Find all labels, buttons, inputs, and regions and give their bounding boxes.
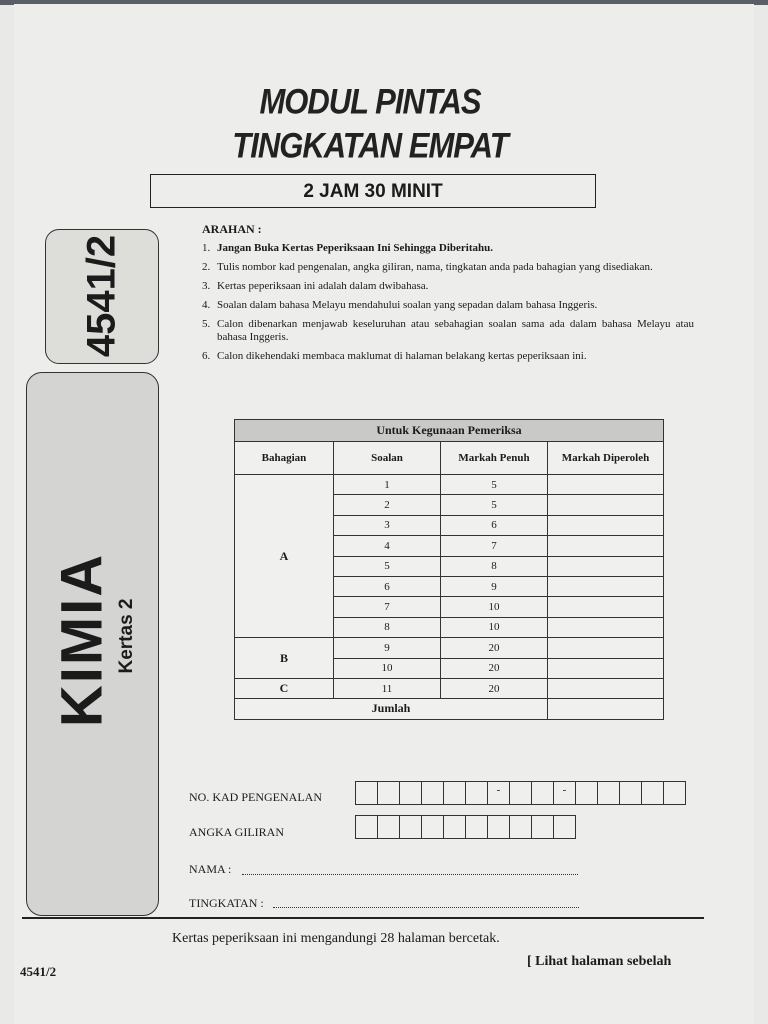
markah-diperoleh-cell[interactable] bbox=[548, 495, 664, 515]
title-line-1: MODUL PINTAS bbox=[259, 81, 481, 122]
angka-digit-box[interactable] bbox=[553, 815, 576, 839]
instruction-item: 3. Kertas peperiksaan ini adalah dalam dwibahasa. bbox=[202, 280, 429, 292]
soalan-cell: 3 bbox=[334, 515, 441, 535]
markah-diperoleh-cell[interactable] bbox=[548, 597, 664, 617]
markah-diperoleh-cell[interactable] bbox=[548, 536, 664, 556]
soalan-cell: 6 bbox=[334, 576, 441, 596]
col-markah-diperoleh: Markah Diperoleh bbox=[548, 442, 664, 475]
markah-diperoleh-cell[interactable] bbox=[548, 638, 664, 658]
ic-digit-box[interactable] bbox=[575, 781, 598, 805]
ic-digit-box[interactable] bbox=[377, 781, 400, 805]
markah-diperoleh-cell[interactable] bbox=[548, 475, 664, 495]
angka-digit-box[interactable] bbox=[509, 815, 532, 839]
ic-digit-box[interactable] bbox=[597, 781, 620, 805]
ic-number-boxes[interactable] bbox=[356, 781, 686, 805]
markah-diperoleh-cell[interactable] bbox=[548, 658, 664, 678]
markah-diperoleh-cell[interactable] bbox=[548, 515, 664, 535]
ic-digit-box[interactable] bbox=[443, 781, 466, 805]
markah-penuh-cell: 20 bbox=[441, 678, 548, 698]
instructions-heading: ARAHAN : bbox=[202, 222, 262, 236]
angka-digit-box[interactable] bbox=[465, 815, 488, 839]
page-count-note: Kertas peperiksaan ini mengandungi 28 halaman bercetak. bbox=[172, 931, 500, 946]
angka-giliran-label: ANGKA GILIRAN bbox=[189, 825, 284, 839]
soalan-cell: 9 bbox=[334, 638, 441, 658]
col-soalan: Soalan bbox=[334, 442, 441, 475]
nama-line[interactable] bbox=[242, 873, 578, 875]
instruction-item: 5. Calon dibenarkan menjawab keseluruhan atau sebahagian soalan sama ada dalam bahasa Melayu atau bahasa Inggeris. bbox=[202, 318, 694, 343]
ic-digit-box[interactable] bbox=[465, 781, 488, 805]
duration-box: 2 JAM 30 MINIT bbox=[150, 174, 596, 208]
footer-paper-code: 4541/2 bbox=[20, 964, 57, 979]
angka-digit-box[interactable] bbox=[531, 815, 554, 839]
ic-dash-box: - bbox=[553, 781, 576, 805]
angka-giliran-boxes[interactable] bbox=[356, 815, 576, 839]
jumlah-label: Jumlah bbox=[235, 699, 548, 719]
markah-penuh-cell: 5 bbox=[441, 475, 548, 495]
markah-penuh-cell: 8 bbox=[441, 556, 548, 576]
col-markah-penuh: Markah Penuh bbox=[441, 442, 548, 475]
subject-name: KIMIA bbox=[49, 552, 115, 728]
soalan-cell: 1 bbox=[334, 475, 441, 495]
markah-penuh-cell: 9 bbox=[441, 576, 548, 596]
col-bahagian: Bahagian bbox=[235, 442, 334, 475]
markah-penuh-cell: 5 bbox=[441, 495, 548, 515]
soalan-cell: 4 bbox=[334, 536, 441, 556]
markah-diperoleh-cell[interactable] bbox=[548, 556, 664, 576]
markah-diperoleh-cell[interactable] bbox=[548, 678, 664, 698]
examiner-table bbox=[234, 419, 664, 720]
ic-digit-box[interactable] bbox=[663, 781, 686, 805]
instruction-item: 2. Tulis nombor kad pengenalan, angka giliran, nama, tingkatan anda pada bahagian yang disediakan. bbox=[202, 261, 653, 273]
ic-digit-box[interactable] bbox=[421, 781, 444, 805]
paper-code-vertical: 4541/2 bbox=[79, 234, 124, 358]
angka-digit-box[interactable] bbox=[421, 815, 444, 839]
angka-digit-box[interactable] bbox=[487, 815, 510, 839]
soalan-cell: 10 bbox=[334, 658, 441, 678]
examiner-table-title: Untuk Kegunaan Pemeriksa bbox=[235, 420, 664, 442]
soalan-cell: 8 bbox=[334, 617, 441, 637]
title-line-2: TINGKATAN EMPAT bbox=[232, 125, 508, 166]
ic-digit-box[interactable] bbox=[641, 781, 664, 805]
markah-penuh-cell: 20 bbox=[441, 658, 548, 678]
ic-digit-box[interactable] bbox=[509, 781, 532, 805]
instruction-item: 1. Jangan Buka Kertas Peperiksaan Ini Sehingga Diberitahu. bbox=[202, 242, 493, 254]
markah-penuh-cell: 10 bbox=[441, 597, 548, 617]
soalan-cell: 2 bbox=[334, 495, 441, 515]
ic-digit-box[interactable] bbox=[399, 781, 422, 805]
angka-digit-box[interactable] bbox=[355, 815, 378, 839]
markah-penuh-cell: 10 bbox=[441, 617, 548, 637]
ic-digit-box[interactable] bbox=[619, 781, 642, 805]
ic-dash-box: - bbox=[487, 781, 510, 805]
ic-label: NO. KAD PENGENALAN bbox=[189, 790, 322, 804]
section-a: A bbox=[235, 475, 334, 638]
soalan-cell: 7 bbox=[334, 597, 441, 617]
ic-digit-box[interactable] bbox=[355, 781, 378, 805]
section-b: B bbox=[235, 638, 334, 679]
tingkatan-line[interactable] bbox=[273, 906, 579, 908]
instruction-item: 4. Soalan dalam bahasa Melayu mendahului soalan yang sepadan dalam bahasa Inggeris. bbox=[202, 299, 598, 311]
markah-penuh-cell: 6 bbox=[441, 515, 548, 535]
angka-digit-box[interactable] bbox=[443, 815, 466, 839]
soalan-cell: 5 bbox=[334, 556, 441, 576]
nama-label: NAMA : bbox=[189, 862, 232, 876]
next-page-note: [ Lihat halaman sebelah bbox=[527, 954, 672, 969]
tingkatan-label: TINGKATAN : bbox=[189, 896, 264, 910]
angka-digit-box[interactable] bbox=[399, 815, 422, 839]
markah-diperoleh-cell[interactable] bbox=[548, 617, 664, 637]
ic-digit-box[interactable] bbox=[531, 781, 554, 805]
markah-penuh-cell: 20 bbox=[441, 638, 548, 658]
markah-diperoleh-cell[interactable] bbox=[548, 576, 664, 596]
instruction-item: 6. Calon dikehendaki membaca maklumat di halaman belakang kertas peperiksaan ini. bbox=[202, 350, 587, 362]
section-c: C bbox=[235, 678, 334, 698]
footer-rule bbox=[22, 917, 704, 919]
markah-penuh-cell: 7 bbox=[441, 536, 548, 556]
soalan-cell: 11 bbox=[334, 678, 441, 698]
jumlah-cell[interactable] bbox=[548, 699, 664, 719]
paper-number: Kertas 2 bbox=[116, 598, 137, 674]
angka-digit-box[interactable] bbox=[377, 815, 400, 839]
paper-code-box bbox=[45, 229, 159, 364]
instructions-list bbox=[202, 242, 694, 369]
